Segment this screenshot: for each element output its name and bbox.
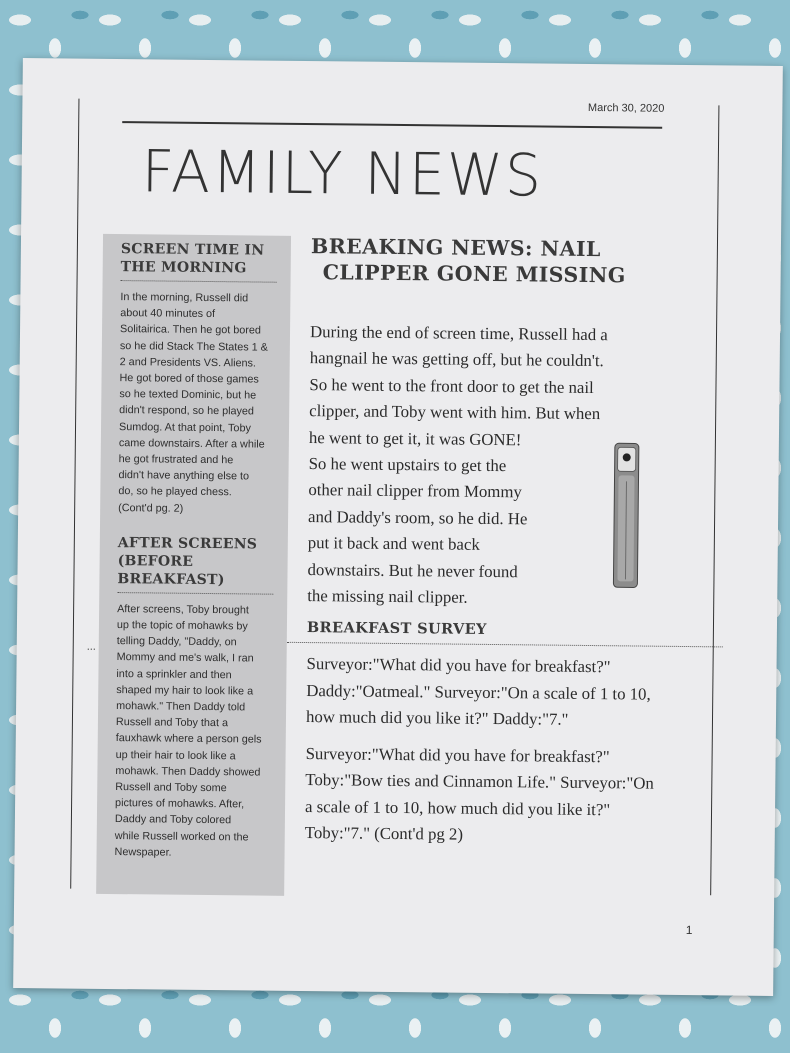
story-text: During the end of screen time, Russell had a hangnail he was getting off, but he couldn't. So he went to the front door to get the nail clipper, and Toby went with him. But when he went to get it, it was GONE! So he went upstairs to get the other nail clipper from Mommy and Daddy's room, so he did. He put it back and went back downstairs. But he never found the missing nail clipper. xyxy=(307,322,608,607)
survey-entry-toby: Surveyor:"What did you have for breakfast?" Toby:"Bow ties and Cinnamon Life." Surveyor:"On a scale of 1 to 10, how much did you like it?" Toby:"7." (Cont'd pg 2) xyxy=(304,743,654,844)
survey-entry-daddy: Surveyor:"What did you have for breakfast?" Daddy:"Oatmeal." Surveyor:"On a scale of 1 to 10, how much did you like it?" Daddy:"7." xyxy=(305,654,651,730)
main-column xyxy=(305,233,711,850)
page-number: 1 xyxy=(685,923,693,938)
survey-divider xyxy=(287,642,723,648)
sidebar-divider xyxy=(117,592,273,595)
right-column-rule xyxy=(710,105,719,895)
issue-date: March 30, 2020 xyxy=(587,101,665,115)
sidebar-heading-after-screens: AFTER SCREENS (BEFORE BREAKFAST) xyxy=(117,534,258,589)
main-headline xyxy=(311,233,712,289)
newsletter-page xyxy=(13,58,783,996)
masthead-rule xyxy=(122,121,662,129)
sidebar-text-after-screens: After screens, Toby brought up the topic of mohawks by telling Daddy, "Daddy, on Mommy and me's walk, I ran into a sprinkler and then shaped my hair to look like a mohawk." Then Daddy told Russell and Toby that a fauxhawk where a person gels up their hair to look like a mohawk. Then Daddy showed Russell and Toby some pictures of mohawks. After, Daddy and Toby colored while Russell worked on the Newspaper. xyxy=(114,602,262,859)
masthead-title: FAMILY NEWS xyxy=(141,137,544,210)
left-column-rule xyxy=(70,99,79,889)
margin-mark: ... xyxy=(86,640,96,653)
sidebar xyxy=(96,234,291,896)
sidebar-text-screen-time: In the morning, Russell did about 40 minutes of Solitairica. Then he got bored so he did Stack The States 1 & 2 and Presidents VS. Aliens. He got bored of those games so he texted Dominic, but he didn't respond, so he played Sumdog. At that point, Toby came downstairs. After a while he got frustrated and he didn't have anything else to do, so he played chess. (Cont'd pg. 2) xyxy=(118,291,268,515)
survey-heading: BREAKFAST SURVEY xyxy=(306,619,487,639)
headline-line-2: CLIPPER GONE MISSING xyxy=(322,260,626,288)
nail-clipper-image xyxy=(607,441,645,589)
headline-line-1: BREAKING NEWS: NAIL xyxy=(310,234,601,262)
sidebar-divider xyxy=(121,280,277,283)
sidebar-heading-screen-time: SCREEN TIME IN THE MORNING xyxy=(120,241,265,277)
